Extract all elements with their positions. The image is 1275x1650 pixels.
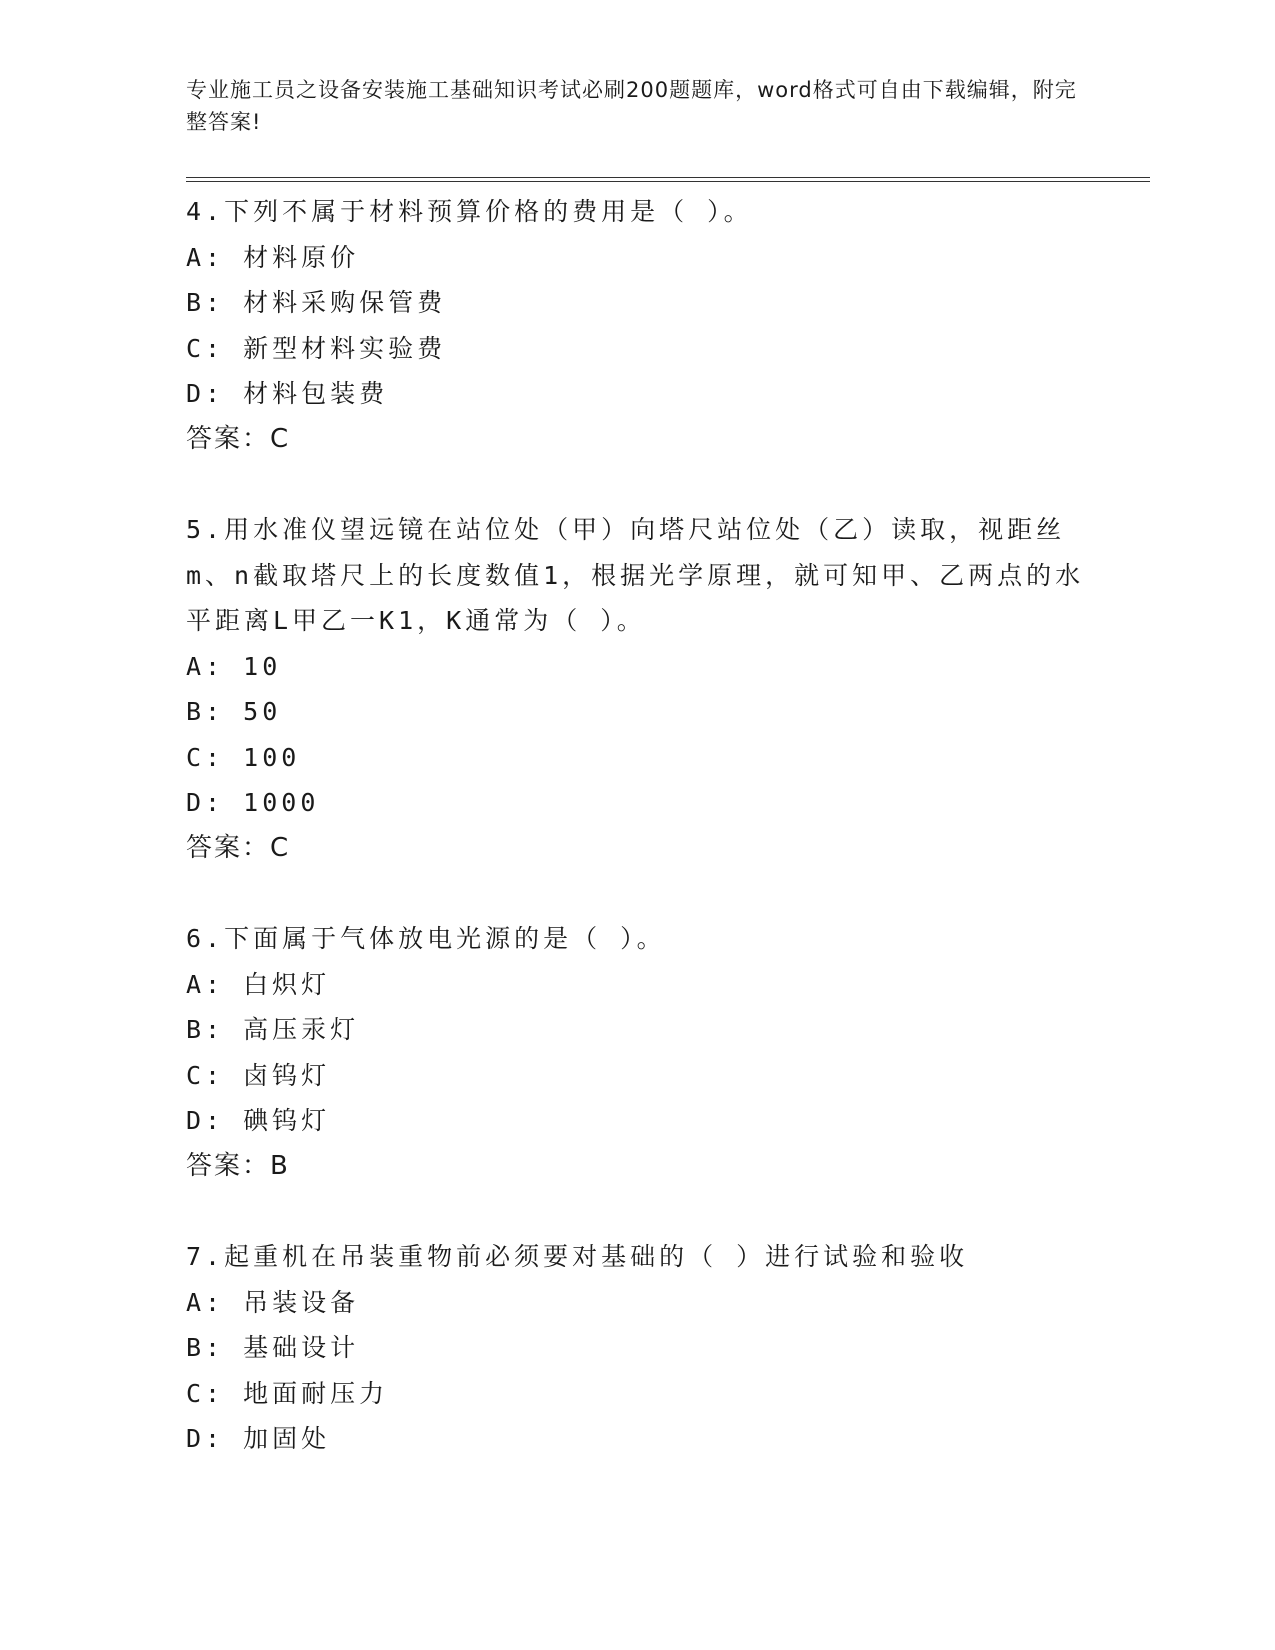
option-a — [186, 235, 1106, 281]
option-key: D: — [186, 1106, 225, 1135]
option-text: 材料原价 — [243, 242, 360, 272]
question-stem: 7.起重机在吊装重物前必须要对基础的（ ）进行试验和验收 — [186, 1242, 969, 1271]
option-a — [186, 962, 1106, 1008]
option-d — [186, 780, 1106, 826]
option-key: A: — [186, 242, 225, 272]
option-text: 吊装设备 — [243, 1287, 360, 1317]
option-c — [186, 1371, 1106, 1417]
answer-line: 答案：C — [186, 423, 291, 454]
answer-line: 答案：B — [186, 1150, 290, 1181]
option-text: 新型材料实验费 — [243, 333, 447, 363]
option-text: 材料采购保管费 — [243, 288, 447, 317]
option-a — [186, 1280, 1106, 1326]
option-b — [186, 689, 1106, 735]
option-text: 10 — [243, 651, 282, 681]
option-text: 基础设计 — [243, 1333, 360, 1362]
option-key: C: — [186, 742, 225, 772]
option-d — [186, 1098, 1106, 1144]
option-key: C: — [186, 1060, 225, 1090]
option-text: 加固处 — [243, 1424, 331, 1453]
question-stem: 6.下面属于气体放电光源的是（ ）。 — [186, 924, 666, 953]
option-text: 卤钨灯 — [243, 1060, 331, 1090]
question-stem: 5.用水准仪望远镜在站位处（甲）向塔尺站位处（乙）读取，视距丝m、n截取塔尺上的长度数值1，根据光学原理，就可知甲、乙两点的水平距离L甲乙一K1，K通常为（ ）。 — [186, 515, 1085, 635]
question-7 — [186, 1234, 1106, 1462]
option-text: 碘钨灯 — [243, 1106, 331, 1135]
header-divider — [186, 177, 1150, 182]
option-key: D: — [186, 1424, 225, 1453]
option-d — [186, 371, 1106, 417]
option-b — [186, 280, 1106, 326]
option-text: 白炽灯 — [243, 969, 331, 999]
question-list — [186, 189, 1106, 1462]
document-header: 专业施工员之设备安装施工基础知识考试必刷200题题库，word格式可自由下载编辑，附完整答案! — [186, 78, 1077, 134]
option-key: B: — [186, 1015, 225, 1044]
option-text: 100 — [243, 742, 301, 772]
option-b — [186, 1325, 1106, 1371]
option-key: B: — [186, 1333, 225, 1362]
option-key: B: — [186, 697, 225, 726]
option-key: C: — [186, 1378, 225, 1408]
option-c — [186, 326, 1106, 372]
option-text: 材料包装费 — [243, 379, 389, 408]
option-key: C: — [186, 333, 225, 363]
option-key: B: — [186, 288, 225, 317]
option-key: A: — [186, 1287, 225, 1317]
option-text: 50 — [243, 697, 282, 726]
answer-line: 答案：C — [186, 832, 291, 863]
option-key: A: — [186, 969, 225, 999]
option-key: A: — [186, 651, 225, 681]
option-d — [186, 1416, 1106, 1462]
option-text: 高压汞灯 — [243, 1015, 360, 1044]
option-c — [186, 735, 1106, 781]
question-stem: 4.下列不属于材料预算价格的费用是（ ）。 — [186, 197, 753, 226]
option-text: 地面耐压力 — [243, 1378, 389, 1408]
question-6 — [186, 916, 1106, 1189]
option-c — [186, 1053, 1106, 1099]
option-key: D: — [186, 379, 225, 408]
option-b — [186, 1007, 1106, 1053]
question-5 — [186, 507, 1106, 871]
option-text: 1000 — [243, 788, 320, 817]
question-4 — [186, 189, 1106, 462]
option-key: D: — [186, 788, 225, 817]
option-a — [186, 644, 1106, 690]
